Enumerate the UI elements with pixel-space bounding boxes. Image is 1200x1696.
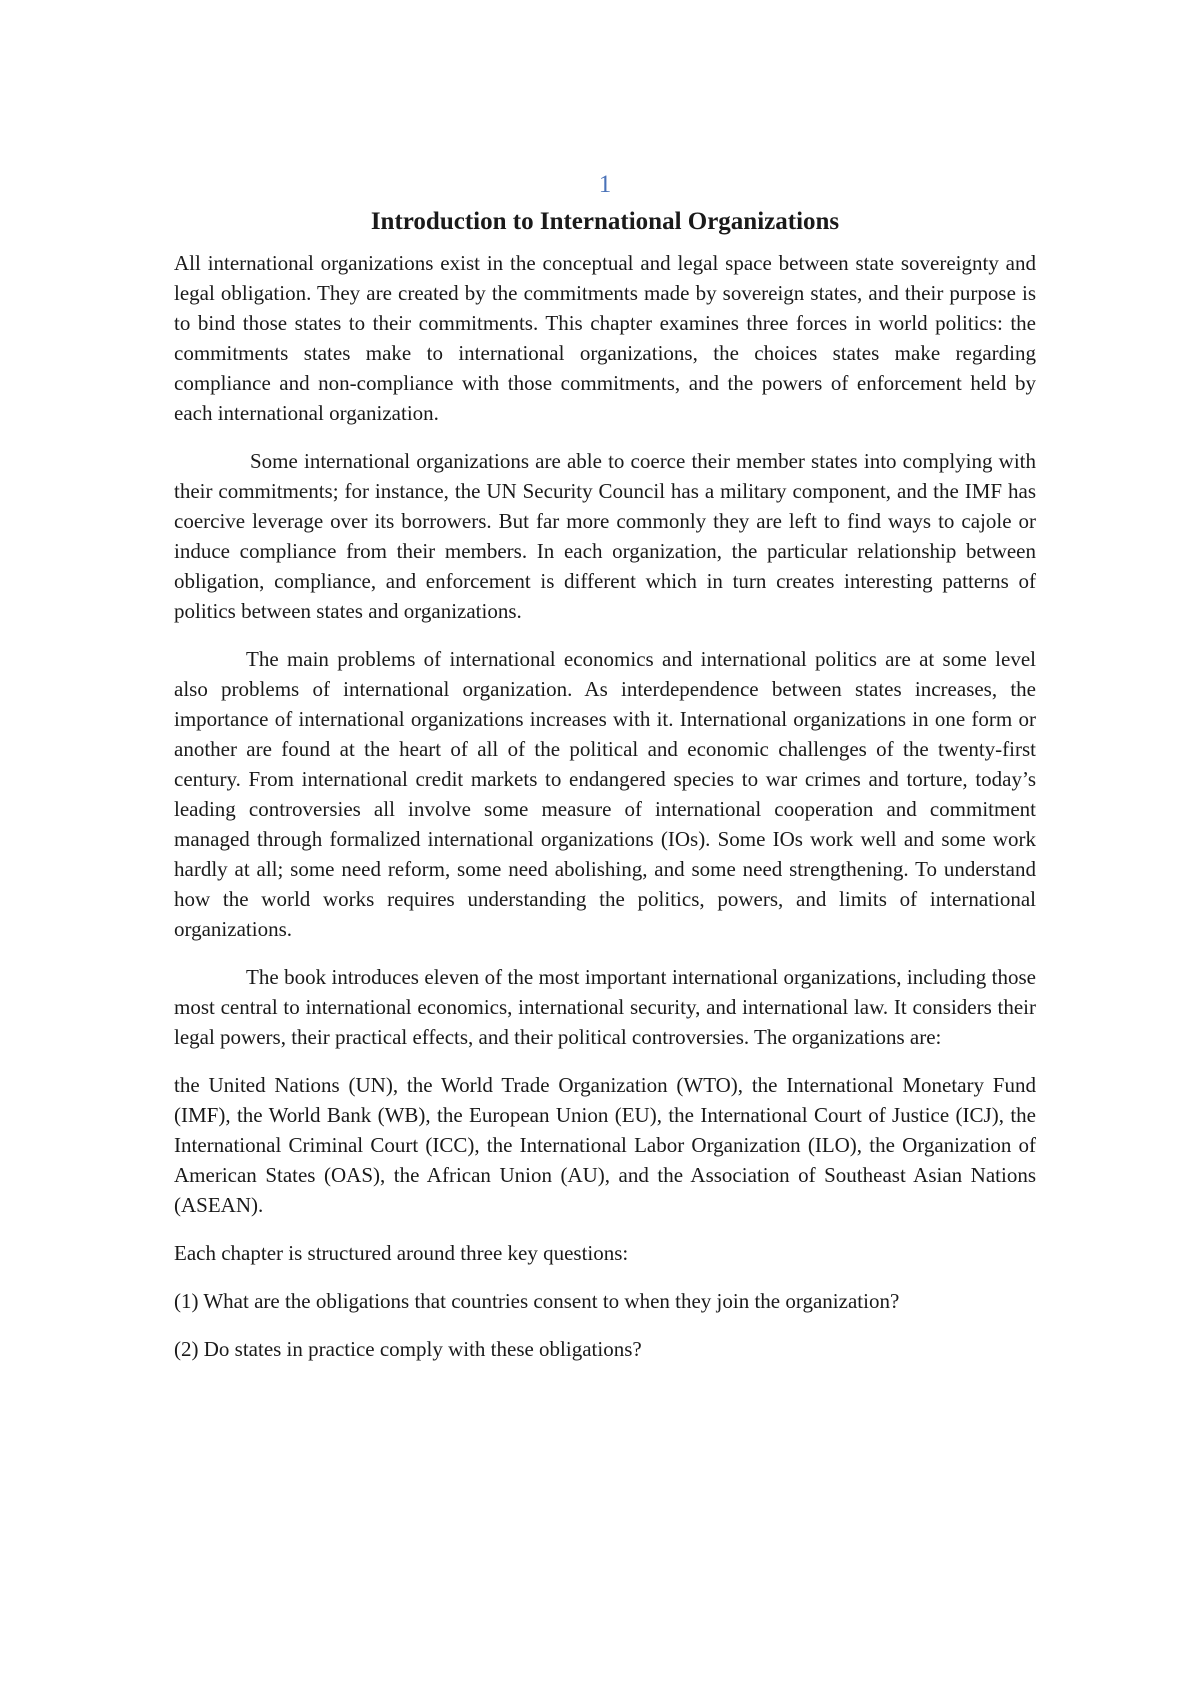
- chapter-title: Introduction to International Organizations: [370, 208, 840, 235]
- question-2: (2) Do states in practice comply with these obligations?: [174, 1337, 642, 1361]
- paragraph-book-introduces: The book introduces eleven of the most important international organizations, including those most central to international economics, international security, and international law. It considers their legal powers, their practical effects, and their political controversies. The organizations are:: [174, 965, 1036, 1049]
- chapter-number: 1: [598, 171, 612, 198]
- page-content: [174, 170, 1036, 1382]
- paragraph-intro: All international organizations exist in the conceptual and legal space between state sovereignty and legal obligation. They are created by the commitments made by sovereign states, and their purpose is to bind those states to their commitments. This chapter examines three forces in world politics: the commitments states make to international organizations, the choices states make regarding compliance and non-compliance with those commitments, and the powers of enforcement held by each international organization.: [174, 251, 1036, 425]
- paragraph-organization-list: the United Nations (UN), the World Trade Organization (WTO), the International Monetary Fund (IMF), the World Bank (WB), the European Union (EU), the International Court of Justice (ICJ), the International Criminal Court (ICC), the International Labor Organization (ILO), the Organization of American States (OAS), the African Union (AU), and the Association of Southeast Asian Nations (ASEAN).: [174, 1073, 1036, 1217]
- paragraph-coercion: Some international organizations are able to coerce their member states into complying with their commitments; for instance, the UN Security Council has a military component, and the IMF has coercive leverage over its borrowers. But far more commonly they are left to find ways to cajole or induce compliance from their members. In each organization, the particular relationship between obligation, compliance, and enforcement is different which in turn creates interesting patterns of politics between states and organizations.: [174, 449, 1036, 623]
- question-1: (1) What are the obligations that countries consent to when they join the organization?: [174, 1289, 900, 1313]
- paragraph-main-problems: The main problems of international economics and international politics are at some level also problems of international organization. As interdependence between states increases, the importance of international organizations increases with it. International organizations in one form or another are found at the heart of all of the political and economic challenges of the twenty-first century. From international credit markets to endangered species to war crimes and torture, today’s leading controversies all involve some measure of international cooperation and commitment managed through formalized international organizations (IOs). Some IOs work well and some work hardly at all; some need reform, some need abolishing, and some need strengthening. To understand how the world works requires understanding the politics, powers, and limits of international organizations.: [174, 647, 1036, 941]
- paragraph-key-questions-intro: Each chapter is structured around three key questions:: [174, 1241, 629, 1265]
